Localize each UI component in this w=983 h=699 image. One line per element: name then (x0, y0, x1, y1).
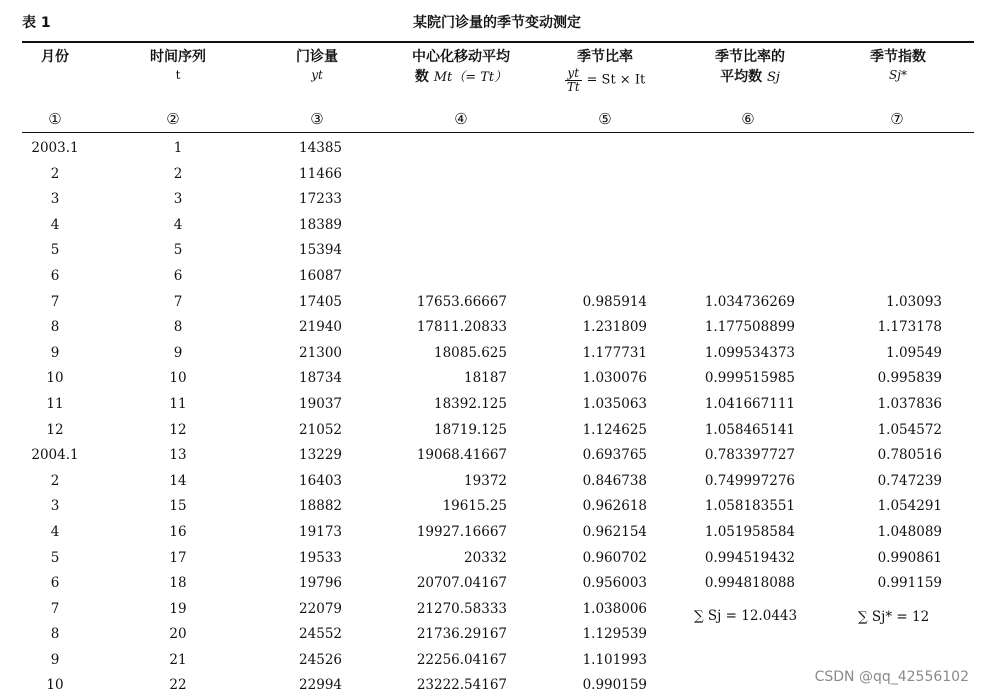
cell-average-ratio: 1.058465141 (704, 421, 795, 438)
cell-time: 22 (169, 677, 187, 694)
cell-visits: 16087 (299, 267, 342, 284)
cell-seasonal-index: 0.991159 (877, 575, 942, 592)
table-row (0, 546, 983, 572)
cell-month: 2 (50, 472, 60, 489)
cell-time: 11 (169, 395, 187, 412)
cell-month: 12 (46, 421, 64, 438)
cell-time: 5 (173, 242, 183, 259)
cell-time: 20 (169, 626, 187, 643)
cell-average-ratio: 1.041667111 (704, 395, 795, 412)
cell-average-ratio: 1.034736269 (704, 293, 795, 310)
header-avg-label: 季节比率的 (715, 49, 785, 65)
table-row (0, 520, 983, 546)
col-number-5: ⑤ (598, 110, 612, 128)
cell-moving-average: 21270.58333 (416, 600, 507, 617)
cell-moving-average: 18085.625 (433, 344, 507, 361)
cell-time: 13 (169, 447, 187, 464)
cell-month: 3 (50, 498, 60, 515)
col-number-4: ④ (454, 110, 468, 128)
header-ma-line2: 数 (414, 69, 429, 85)
cell-seasonal-ratio: 1.231809 (582, 319, 647, 336)
cell-seasonal-ratio: 0.960702 (582, 549, 647, 566)
cell-average-ratio: 0.994519432 (704, 549, 795, 566)
header-avg-math: Sj (766, 70, 780, 85)
table-title: 某院门诊量的季节变动测定 (413, 15, 581, 31)
cell-time: 10 (169, 370, 187, 387)
header-time-label: 时间序列 (150, 49, 206, 65)
cell-moving-average: 18719.125 (433, 421, 507, 438)
cell-visits: 13229 (299, 447, 342, 464)
table-row (0, 187, 983, 213)
cell-seasonal-ratio: 1.101993 (582, 651, 647, 668)
table-row (0, 443, 983, 469)
cell-time: 16 (169, 523, 187, 540)
cell-visits: 19796 (299, 575, 342, 592)
cell-average-ratio: 0.783397727 (704, 447, 795, 464)
cell-time: 7 (173, 293, 183, 310)
header-seasonal-ratio (545, 47, 665, 94)
header-ratio-denominator: Tt (566, 80, 580, 94)
cell-visits: 18389 (299, 216, 342, 233)
header-ratio-label: 季节比率 (577, 49, 633, 65)
header-ratio-numerator: yt (565, 67, 582, 81)
table-row (0, 136, 983, 162)
cell-month: 6 (50, 267, 60, 284)
cell-seasonal-ratio: 1.129539 (582, 626, 647, 643)
table-row (0, 341, 983, 367)
table-row (0, 469, 983, 495)
header-avg-line2: 平均数 (720, 69, 763, 85)
cell-month: 2 (50, 165, 60, 182)
cell-time: 8 (173, 319, 183, 336)
cell-seasonal-ratio: 1.035063 (582, 395, 647, 412)
cell-time: 4 (173, 216, 183, 233)
cell-visits: 17405 (299, 293, 342, 310)
header-visits-label: 门诊量 (296, 49, 338, 65)
cell-time: 2 (173, 165, 183, 182)
cell-visits: 19037 (299, 395, 342, 412)
cell-average-ratio: 1.099534373 (704, 344, 795, 361)
header-month-label: 月份 (41, 49, 69, 65)
cell-seasonal-index: 1.048089 (877, 523, 942, 540)
cell-month: 11 (46, 395, 64, 412)
header-index-math: Sj* (889, 68, 907, 82)
cell-time: 3 (173, 191, 183, 208)
cell-month: 10 (46, 370, 64, 387)
cell-moving-average: 20332 (464, 549, 507, 566)
cell-visits: 22079 (299, 600, 342, 617)
cell-month: 8 (50, 319, 60, 336)
cell-seasonal-ratio: 0.985914 (582, 293, 647, 310)
cell-seasonal-ratio: 1.177731 (582, 344, 647, 361)
cell-seasonal-index: 0.990861 (877, 549, 942, 566)
cell-average-ratio: 1.051958584 (704, 523, 795, 540)
cell-seasonal-ratio: 0.693765 (582, 447, 647, 464)
header-index-label: 季节指数 (870, 49, 926, 65)
table-label: 表 1 (22, 15, 51, 31)
cell-average-ratio: 1.058183551 (704, 498, 795, 515)
cell-seasonal-index: 0.780516 (877, 447, 942, 464)
cell-seasonal-index: 1.09549 (886, 344, 942, 361)
cell-time: 17 (169, 549, 187, 566)
cell-moving-average: 18187 (464, 370, 507, 387)
cell-moving-average: 21736.29167 (416, 626, 507, 643)
table-row (0, 392, 983, 418)
header-time-sub: t (175, 68, 181, 82)
cell-seasonal-ratio: 0.846738 (582, 472, 647, 489)
cell-seasonal-index: 0.747239 (877, 472, 942, 489)
header-ratio-equation: = St × It (586, 72, 646, 88)
cell-average-ratio: 0.749997276 (704, 472, 795, 489)
average-ratio-sum: ∑ Sj = 12.0443 (694, 608, 798, 624)
cell-time: 6 (173, 267, 183, 284)
cell-month: 5 (50, 242, 60, 259)
cell-seasonal-index: 1.037836 (877, 395, 942, 412)
table-row (0, 597, 983, 623)
cell-moving-average: 17811.20833 (416, 319, 507, 336)
cell-month: 9 (50, 651, 60, 668)
table-row (0, 290, 983, 316)
col-number-6: ⑥ (741, 110, 755, 128)
col-number-2: ② (166, 110, 180, 128)
cell-visits: 24526 (299, 651, 342, 668)
cell-visits: 18882 (299, 498, 342, 515)
header-ratio-fraction (565, 67, 582, 94)
cell-month: 4 (50, 216, 60, 233)
cell-month: 8 (50, 626, 60, 643)
cell-month: 3 (50, 191, 60, 208)
cell-seasonal-index: 1.054572 (877, 421, 942, 438)
col-number-1: ① (48, 110, 62, 128)
cell-visits: 16403 (299, 472, 342, 489)
cell-month: 6 (50, 575, 60, 592)
cell-moving-average: 18392.125 (433, 395, 507, 412)
cell-visits: 11466 (299, 165, 342, 182)
cell-seasonal-index: 1.173178 (877, 319, 942, 336)
header-rule (22, 132, 974, 133)
table-row (0, 264, 983, 290)
cell-visits: 21052 (299, 421, 342, 438)
cell-month: 7 (50, 293, 60, 310)
cell-time: 19 (169, 600, 187, 617)
table-caption (22, 12, 972, 34)
header-visits-sub: yt (311, 68, 323, 82)
cell-seasonal-index: 1.054291 (877, 498, 942, 515)
cell-visits: 19533 (299, 549, 342, 566)
table-row (0, 494, 983, 520)
top-rule (22, 41, 974, 43)
watermark: CSDN @qq_42556102 (814, 669, 969, 685)
header-time (123, 47, 233, 83)
cell-seasonal-ratio: 0.956003 (582, 575, 647, 592)
cell-moving-average: 22256.04167 (416, 651, 507, 668)
cell-average-ratio: 1.177508899 (704, 319, 795, 336)
table-body (0, 136, 983, 699)
table-row (0, 571, 983, 597)
cell-visits: 24552 (299, 626, 342, 643)
cell-time: 21 (169, 651, 187, 668)
cell-moving-average: 19927.16667 (416, 523, 507, 540)
cell-seasonal-index: 1.03093 (886, 293, 942, 310)
cell-time: 9 (173, 344, 183, 361)
cell-visits: 15394 (299, 242, 342, 259)
table-row (0, 238, 983, 264)
cell-month: 9 (50, 344, 60, 361)
cell-moving-average: 17653.66667 (416, 293, 507, 310)
cell-time: 15 (169, 498, 187, 515)
header-visits (272, 47, 362, 83)
cell-moving-average: 19068.41667 (416, 447, 507, 464)
cell-moving-average: 19615.25 (442, 498, 507, 515)
cell-month: 7 (50, 600, 60, 617)
cell-seasonal-ratio: 1.030076 (582, 370, 647, 387)
cell-seasonal-ratio: 1.124625 (582, 421, 647, 438)
cell-seasonal-ratio: 0.962618 (582, 498, 647, 515)
cell-moving-average: 23222.54167 (416, 677, 507, 694)
header-average-ratio (690, 47, 810, 88)
cell-time: 14 (169, 472, 187, 489)
table-row (0, 366, 983, 392)
cell-month: 4 (50, 523, 60, 540)
cell-month: 2004.1 (31, 447, 79, 464)
cell-visits: 21300 (299, 344, 342, 361)
cell-visits: 17233 (299, 191, 342, 208)
cell-month: 10 (46, 677, 64, 694)
cell-month: 2003.1 (31, 140, 79, 156)
col-number-7: ⑦ (890, 110, 904, 128)
cell-visits: 22994 (299, 677, 342, 694)
table-row (0, 162, 983, 188)
table-row (0, 418, 983, 444)
cell-visits: 19173 (299, 523, 342, 540)
cell-seasonal-ratio: 1.038006 (582, 600, 647, 617)
header-ma-label: 中心化移动平均 (412, 49, 510, 65)
seasonal-index-sum: ∑ Sj* = 12 (858, 609, 930, 625)
cell-moving-average: 19372 (464, 472, 507, 489)
header-seasonal-index (838, 47, 958, 83)
header-ma-math: Mt（= Tt） (433, 70, 508, 85)
cell-visits: 14385 (299, 140, 342, 156)
cell-average-ratio: 0.994818088 (704, 575, 795, 592)
table-row (0, 622, 983, 648)
cell-moving-average: 20707.04167 (416, 575, 507, 592)
header-moving-average (386, 47, 536, 88)
cell-visits: 21940 (299, 319, 342, 336)
cell-seasonal-ratio: 0.962154 (582, 523, 647, 540)
cell-time: 12 (169, 421, 187, 438)
table-row (0, 315, 983, 341)
cell-visits: 18734 (299, 370, 342, 387)
col-number-3: ③ (310, 110, 324, 128)
cell-seasonal-ratio: 0.990159 (582, 677, 647, 694)
cell-average-ratio: 0.999515985 (704, 370, 795, 387)
table-row (0, 213, 983, 239)
header-month (10, 47, 100, 67)
cell-seasonal-index: 0.995839 (877, 370, 942, 387)
cell-month: 5 (50, 549, 60, 566)
cell-time: 1 (173, 140, 183, 156)
cell-time: 18 (169, 575, 187, 592)
